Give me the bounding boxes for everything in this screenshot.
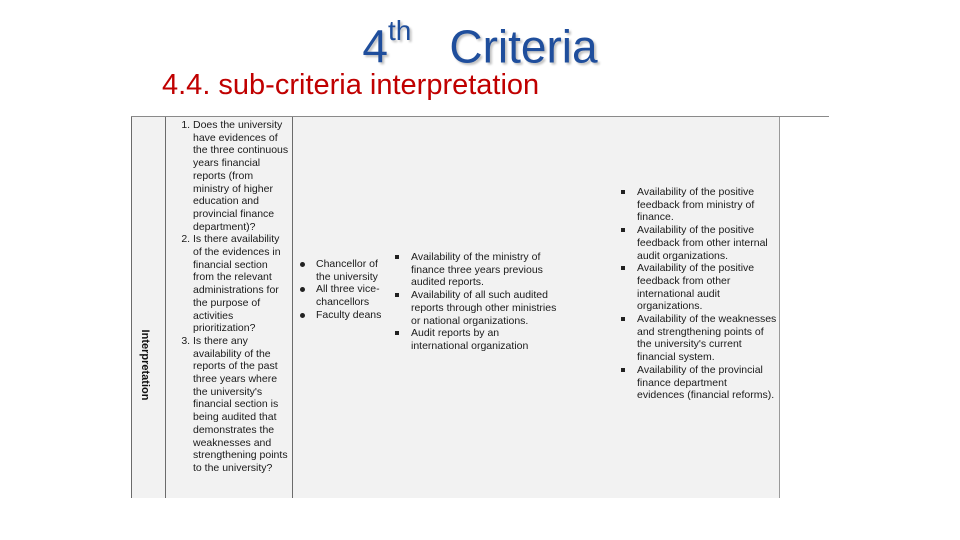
question-item: 1. Does the university have evidences of the three continuous years financial reports (from ministry of higher education and provincial finance department)?: [193, 119, 289, 233]
table-empty-column: [780, 117, 829, 498]
evidence-source-item: Availability of the ministry of finance three years previous audited reports.: [411, 251, 557, 289]
title-word: Criteria: [449, 20, 598, 73]
questions-list: [171, 119, 289, 475]
criteria-list: [615, 186, 777, 402]
criteria-cell: [615, 186, 777, 402]
criteria-item: Availability of the positive feedback from other international audit organizations.: [637, 262, 777, 313]
criteria-item: Availability of the provincial finance department evidences (financial reforms).: [637, 364, 777, 402]
respondent-item: Chancellor of the university: [316, 258, 389, 283]
criteria-item: Availability of the weaknesses and strengthening points of the university's current financial system.: [637, 313, 777, 364]
question-item: 3. Is there any availability of the reports of the past three years where the university's financial section is being audited that demonstrates the weaknesses and strengthening points to the university?: [193, 335, 289, 475]
questions-cell: [171, 119, 289, 475]
table-border-label: [165, 117, 166, 498]
respondents-list: [294, 258, 389, 322]
criteria-item: Availability of the positive feedback from other internal audit organizations.: [637, 224, 777, 262]
evidence-sources-list: [389, 251, 557, 353]
criteria-item: Availability of the positive feedback from ministry of finance.: [637, 186, 777, 224]
respondent-item: All three vice-chancellors: [316, 283, 389, 308]
table-border-left: [131, 117, 132, 498]
slide-subtitle: 4.4. sub-criteria interpretation: [162, 69, 540, 101]
table-border-right: [779, 117, 780, 498]
respondents-cell: [294, 258, 389, 322]
title-number: 4: [362, 20, 388, 73]
criteria-table: [131, 116, 829, 498]
evidence-source-item: Audit reports by an international organization: [411, 327, 557, 352]
table-border-questions: [292, 117, 293, 498]
evidence-source-item: Availability of all such audited reports through other ministries or national organizations.: [411, 289, 557, 327]
title-ordinal-suffix: th: [387, 15, 412, 46]
evidence-sources-cell: [389, 251, 557, 353]
slide-title: [0, 6, 960, 77]
respondent-item: Faculty deans: [316, 309, 389, 322]
question-item: 2. Is there availability of the evidences in financial section from the relevant administrations for the purpose of activities prioritization?: [193, 233, 289, 335]
row-label-text: Interpretation: [139, 329, 151, 401]
